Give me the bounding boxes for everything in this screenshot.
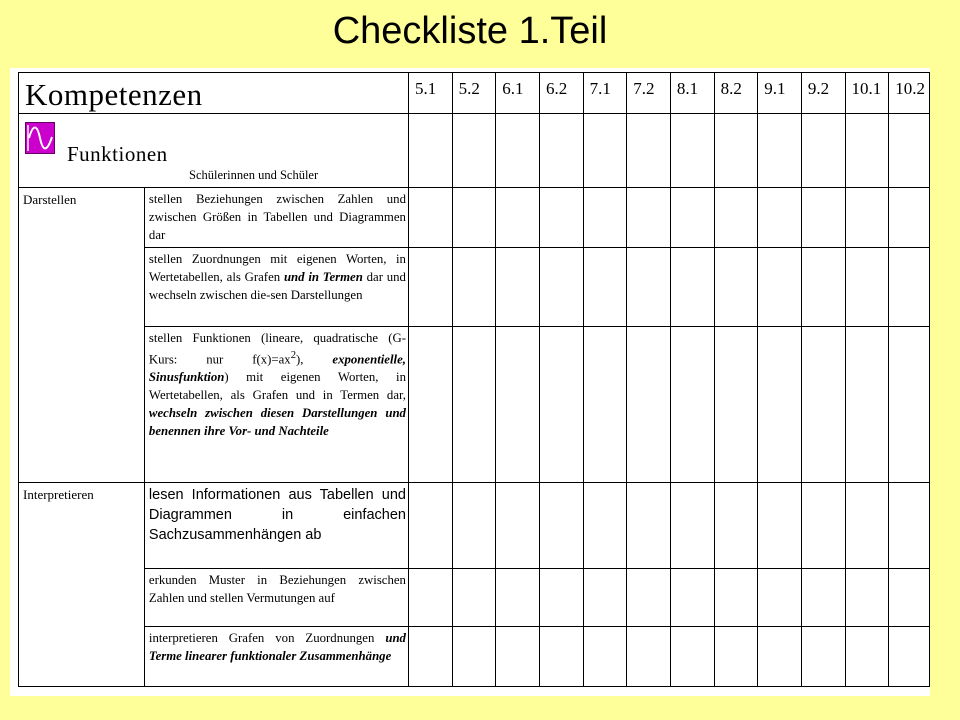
- check-cell[interactable]: [758, 627, 802, 687]
- check-cell[interactable]: [670, 248, 714, 327]
- subheading: Schülerinnen und Schüler: [189, 168, 319, 182]
- topic-cell: [19, 114, 409, 188]
- check-cell[interactable]: [583, 627, 627, 687]
- check-cell[interactable]: [801, 627, 845, 687]
- check-cell[interactable]: [889, 114, 930, 188]
- checklist-sheet: [10, 68, 930, 696]
- check-cell[interactable]: [801, 114, 845, 188]
- check-cell[interactable]: [889, 327, 930, 483]
- check-cell[interactable]: [452, 327, 496, 483]
- check-cell[interactable]: [845, 627, 889, 687]
- check-cell[interactable]: [801, 483, 845, 569]
- check-cell[interactable]: [801, 569, 845, 627]
- table-row: [19, 483, 930, 569]
- description-text: stellen Zuordnungen mit eigenen Worten, in Wertetabellen, als Grafen: [148, 252, 406, 284]
- description-text: erkunden Muster in Beziehungen zwischen Zahlen und stellen Vermutungen auf: [148, 573, 406, 605]
- check-cell[interactable]: [845, 327, 889, 483]
- column-header: 9.2: [801, 73, 845, 114]
- column-header: 8.2: [714, 73, 758, 114]
- check-cell[interactable]: [408, 569, 452, 627]
- emphasis-text: wechseln zwischen diesen Darstellungen und benennen ihre Vor- und Nachteile: [148, 406, 406, 439]
- check-cell[interactable]: [670, 188, 714, 248]
- check-cell[interactable]: [627, 569, 671, 627]
- column-header: 10.2: [889, 73, 930, 114]
- check-cell[interactable]: [408, 114, 452, 188]
- check-cell[interactable]: [583, 114, 627, 188]
- check-cell[interactable]: [627, 327, 671, 483]
- description-text: stellen Beziehungen zwischen Zahlen und zwischen Größen in Tabellen und Diagrammen dar: [148, 192, 406, 242]
- check-cell[interactable]: [408, 327, 452, 483]
- check-cell[interactable]: [408, 248, 452, 327]
- check-cell[interactable]: [889, 483, 930, 569]
- check-cell[interactable]: [583, 248, 627, 327]
- check-cell[interactable]: [714, 483, 758, 569]
- check-cell[interactable]: [714, 627, 758, 687]
- check-cell[interactable]: [452, 114, 496, 188]
- check-cell[interactable]: [670, 627, 714, 687]
- superscript: 2: [290, 350, 297, 361]
- competence-header-cell: [19, 73, 409, 114]
- check-cell[interactable]: [758, 188, 802, 248]
- check-cell[interactable]: [583, 483, 627, 569]
- check-cell[interactable]: [801, 248, 845, 327]
- check-cell[interactable]: [539, 188, 583, 248]
- check-cell[interactable]: [845, 114, 889, 188]
- check-cell[interactable]: [496, 248, 540, 327]
- column-header: 6.2: [539, 73, 583, 114]
- description-text: stellen Funktionen (lineare, quadratische (G-Kurs: nur f(x)=ax: [148, 331, 406, 367]
- check-cell[interactable]: [539, 569, 583, 627]
- check-cell[interactable]: [670, 569, 714, 627]
- check-cell[interactable]: [408, 188, 452, 248]
- check-cell[interactable]: [539, 483, 583, 569]
- header-row: [19, 73, 930, 114]
- check-cell[interactable]: [758, 483, 802, 569]
- check-cell[interactable]: [845, 188, 889, 248]
- table-row: [19, 248, 930, 327]
- check-cell[interactable]: [670, 114, 714, 188]
- check-cell[interactable]: [845, 569, 889, 627]
- check-cell[interactable]: [627, 248, 671, 327]
- column-header: 5.2: [452, 73, 496, 114]
- check-cell[interactable]: [758, 569, 802, 627]
- competence-table: [18, 72, 930, 687]
- table-row: [19, 327, 930, 483]
- check-cell[interactable]: [801, 188, 845, 248]
- column-header: 9.1: [758, 73, 802, 114]
- check-cell[interactable]: [583, 188, 627, 248]
- emphasis-text: exponentielle, Sinusfunktion: [148, 352, 406, 385]
- competence-description: [144, 188, 408, 248]
- table-row: [19, 569, 930, 627]
- check-cell[interactable]: [452, 483, 496, 569]
- column-header: 7.2: [627, 73, 671, 114]
- description-text: interpretieren Grafen von Zuordnungen: [148, 631, 375, 645]
- topic-row: [19, 114, 930, 188]
- table-row: [19, 627, 930, 687]
- check-cell[interactable]: [452, 627, 496, 687]
- check-cell[interactable]: [452, 569, 496, 627]
- check-cell[interactable]: [714, 248, 758, 327]
- description-text: ) mit eigenen Worten, in Wertetabellen, als Grafen und in Termen dar,: [148, 370, 406, 403]
- check-cell[interactable]: [670, 327, 714, 483]
- column-header: 7.1: [583, 73, 627, 114]
- competence-description: [144, 483, 408, 569]
- category-interpretieren: Interpretieren: [19, 483, 145, 687]
- check-cell[interactable]: [496, 114, 540, 188]
- check-cell[interactable]: [889, 248, 930, 327]
- check-cell[interactable]: [496, 327, 540, 483]
- check-cell[interactable]: [627, 188, 671, 248]
- check-cell[interactable]: [408, 627, 452, 687]
- competence-description: [144, 569, 408, 627]
- check-cell[interactable]: [539, 114, 583, 188]
- check-cell[interactable]: [627, 627, 671, 687]
- check-cell[interactable]: [452, 248, 496, 327]
- column-header: 6.1: [496, 73, 540, 114]
- description-text: lesen Informationen aus Tabellen und Diagrammen in einfachen Sachzusammenhängen ab: [148, 487, 406, 543]
- description-text: dar und wechseln zwischen die-sen Darstellungen: [148, 270, 406, 302]
- check-cell[interactable]: [627, 483, 671, 569]
- table-row: [19, 188, 930, 248]
- slide-title: Checkliste 1.Teil: [332, 10, 608, 52]
- competence-description: [144, 248, 408, 327]
- check-cell[interactable]: [889, 188, 930, 248]
- check-cell[interactable]: [670, 483, 714, 569]
- check-cell[interactable]: [539, 627, 583, 687]
- check-cell[interactable]: [889, 569, 930, 627]
- check-cell[interactable]: [496, 569, 540, 627]
- sine-wave-icon: [25, 122, 55, 154]
- check-cell[interactable]: [583, 569, 627, 627]
- check-cell[interactable]: [627, 114, 671, 188]
- check-cell[interactable]: [452, 188, 496, 248]
- check-cell[interactable]: [758, 327, 802, 483]
- check-cell[interactable]: [714, 188, 758, 248]
- check-cell[interactable]: [583, 327, 627, 483]
- column-header: 8.1: [670, 73, 714, 114]
- category-darstellen: Darstellen: [19, 188, 145, 483]
- check-cell[interactable]: [845, 483, 889, 569]
- column-header: 5.1: [408, 73, 452, 114]
- column-header: 10.1: [845, 73, 889, 114]
- check-cell[interactable]: [714, 569, 758, 627]
- emphasis-text: und Terme linearer funktionaler Zusammenhänge: [148, 631, 406, 663]
- check-cell[interactable]: [801, 327, 845, 483]
- check-cell[interactable]: [845, 248, 889, 327]
- topic-title: Funktionen: [67, 142, 168, 166]
- check-cell[interactable]: [539, 327, 583, 483]
- check-cell[interactable]: [889, 627, 930, 687]
- check-cell[interactable]: [408, 483, 452, 569]
- description-text: ),: [296, 352, 304, 367]
- emphasis-text: und in Termen: [283, 270, 363, 284]
- check-cell[interactable]: [496, 627, 540, 687]
- competence-header: Kompetenzen: [25, 77, 203, 112]
- check-cell[interactable]: [496, 188, 540, 248]
- check-cell[interactable]: [539, 248, 583, 327]
- check-cell[interactable]: [758, 248, 802, 327]
- check-cell[interactable]: [758, 114, 802, 188]
- competence-description: [144, 327, 408, 483]
- check-cell[interactable]: [714, 327, 758, 483]
- competence-description: [144, 627, 408, 687]
- check-cell[interactable]: [714, 114, 758, 188]
- check-cell[interactable]: [496, 483, 540, 569]
